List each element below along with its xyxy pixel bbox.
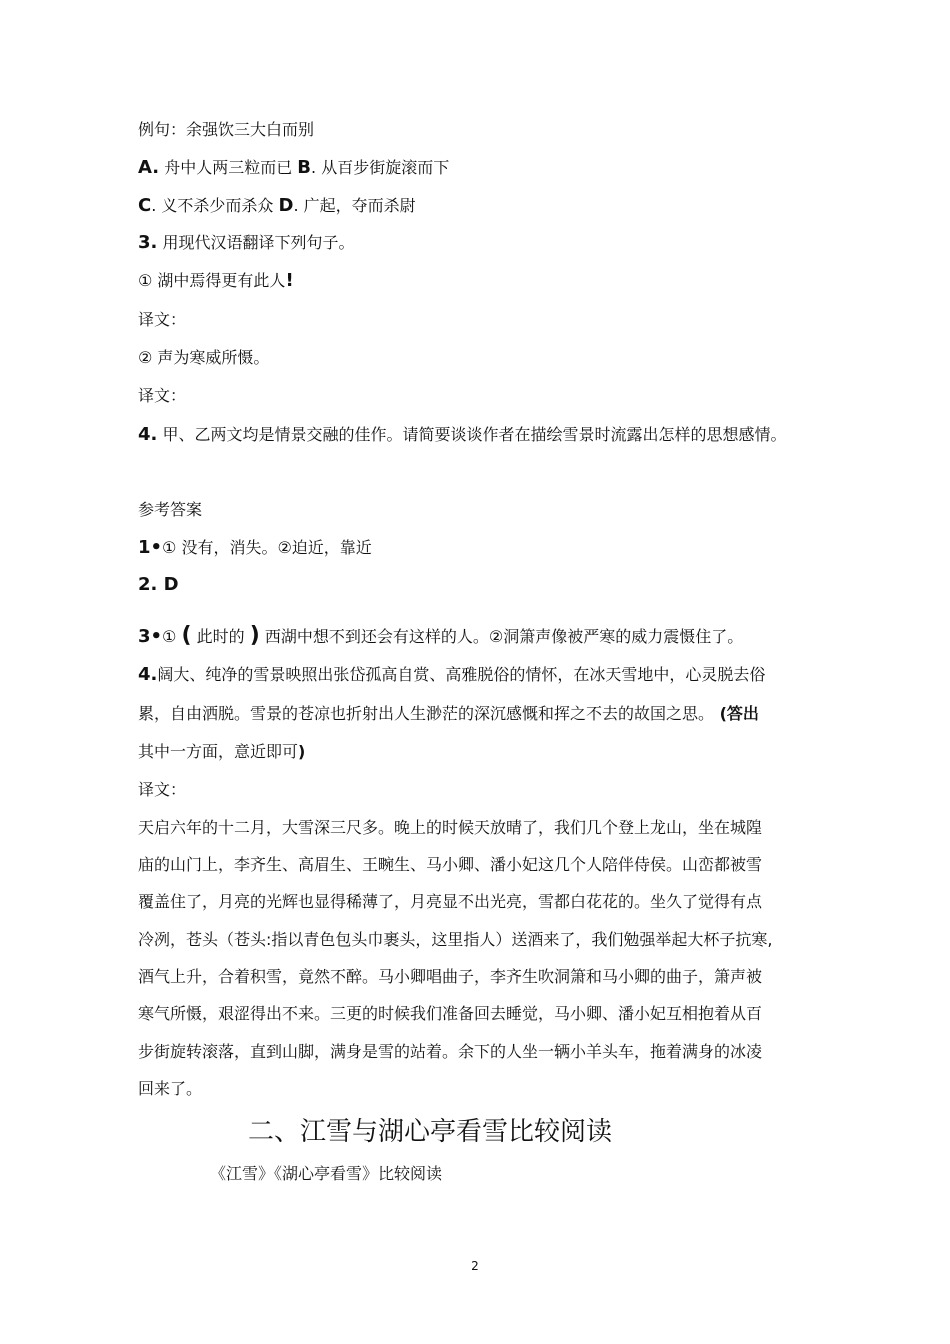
option-a-label: A. (138, 157, 160, 178)
answer-4-line-3 (138, 742, 305, 762)
answers-heading: 参考答案 (138, 500, 203, 519)
translation-line: 酒气上升，合着积雪，竟然不醉。马小卿唱曲子，李齐生吹洞箫和马小卿的曲子，箫声被 (138, 967, 763, 986)
section-subtitle: 《江雪》《湖心亭看雪》比较阅读 (210, 1164, 443, 1183)
translation-line: 天启六年的十二月，大雪深三尺多。晚上的时候天放晴了，我们几个登上龙山，坐在城隍 (138, 818, 763, 837)
answer-4-line-1 (138, 665, 765, 685)
translation-line: 覆盖住了，月亮的光辉也显得稀薄了，月亮显不出光亮，雪都白花花的。坐久了觉得有点 (138, 892, 763, 911)
answer-4-line-2-paren: (答出 (714, 704, 759, 723)
answer-4-line-3-text: 其中一方面，意近即可 (138, 742, 299, 761)
page-number: 2 (471, 1259, 479, 1273)
answer-3-text-end: 西湖中想不到还会有这样的人。②洞箫声像被严寒的威力震慑住了。 (259, 627, 744, 646)
answer-1-number: 1• (138, 537, 163, 558)
answer-3-number: 3• (138, 626, 163, 647)
answer-1-text: ① 没有，消失。②迫近，靠近 (162, 538, 372, 557)
translation-line: 冷冽，苍头（苍头:指以青色包头巾裹头，这里指人）送酒来了，我们勉强举起大杯子抗寒, (138, 930, 773, 949)
question-3-sentence-2: ② 声为寒威所慑。 (138, 348, 270, 367)
question-3 (138, 233, 354, 253)
answer-4-line-3-paren: ) (298, 742, 306, 761)
question-4-number: 4. (138, 424, 158, 445)
question-3-sentence-1 (138, 271, 294, 291)
translation-line: 庙的山门上，李齐生、高眉生、王畹生、马小卿、潘小妃这几个人陪伴侍侯。山峦都被雪 (138, 855, 763, 874)
answer-1 (138, 538, 372, 558)
answer-3-paren-close: ) (249, 623, 260, 648)
translation-line: 回来了。 (138, 1079, 203, 1098)
option-b-text: . 从百步街旋滚而下 (311, 158, 450, 177)
answer-3 (138, 623, 744, 648)
answer-3-paren-open: ( (181, 623, 192, 648)
option-c-label: C (138, 195, 152, 216)
option-d-text: . 广起，夺而杀尉 (293, 196, 416, 215)
translation-label-2: 译文： (138, 386, 187, 405)
question-4-prompt: 甲、乙两文均是情景交融的佳作。请简要谈谈作者在描绘雪景时流露出怎样的思想感情。 (157, 425, 787, 444)
answer-4-line-2-text: 累，自由洒脱。雪景的苍凉也折射出人生渺茫的深沉感慨和挥之不去的故国之思。 (138, 704, 715, 723)
options-c-d (138, 196, 416, 216)
option-c-text: . 义不杀少而杀众 (151, 196, 274, 215)
option-a-text: 舟中人两三粒而已 (159, 158, 293, 177)
options-a-b (138, 158, 449, 178)
answer-3-paren-text: 此时的 (191, 627, 250, 646)
example-sentence: 例句：余强饮三大白而别 (138, 120, 315, 139)
answer-4-line-2 (138, 704, 759, 724)
translation-line: 寒气所慑，艰涩得出不来。三更的时候我们准备回去睡觉，马小卿、潘小妃互相抱着从百 (138, 1004, 763, 1023)
option-d-label: D (278, 195, 294, 216)
answer-2: 2. D (138, 574, 179, 595)
question-3-prompt: 用现代汉语翻译下列句子。 (157, 233, 355, 252)
translation-line: 步街旋转滚落，直到山脚，满身是雪的站着。余下的人坐一辆小羊头车，拖着满身的冰凌 (138, 1042, 763, 1061)
section-title: 二、江雪与湖心亭看雪比较阅读 (248, 1117, 613, 1147)
sentence-1-text: ① 湖中焉得更有此人 (138, 271, 286, 290)
translation-label: 译文： (138, 780, 187, 799)
question-3-number: 3. (138, 232, 158, 253)
sentence-1-mark: ! (285, 270, 294, 291)
answer-4-line-1-text: 阔大、纯净的雪景映照出张岱孤高自赏、高雅脱俗的情怀，在冰天雪地中，心灵脱去俗 (157, 665, 766, 684)
answer-4-number: 4. (138, 664, 158, 685)
answer-3-text-start: ① (162, 627, 182, 646)
question-4 (138, 425, 786, 445)
translation-label-1: 译文： (138, 310, 187, 329)
option-b-label: B (297, 157, 312, 178)
